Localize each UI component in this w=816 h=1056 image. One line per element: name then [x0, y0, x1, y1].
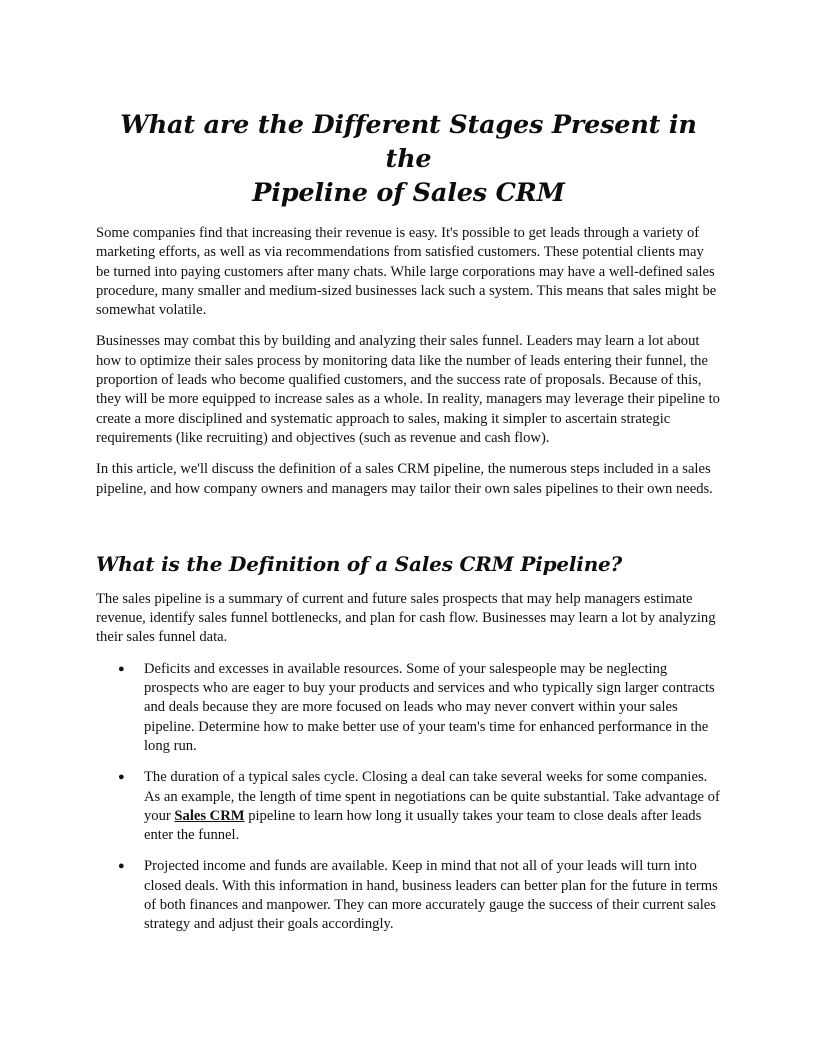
- bullet-list: [96, 660, 721, 935]
- intro-paragraph-3: In this article, we'll discuss the definition of a sales CRM pipeline, the numerous steps included in a sales pipeline, and how company owners and managers may tailor their own sales pipelines to their own needs.: [96, 461, 713, 497]
- list-item: [96, 660, 721, 756]
- definition-paragraph: The sales pipeline is a summary of current and future sales prospects that may help managers estimate revenue, identify sales funnel bottlenecks, and plan for cash flow. Businesses may learn a lot by analyzing their sales funnel data.: [96, 590, 716, 646]
- list-item-text-before-link: The duration of a typical sales cycle. Closing a deal can take several weeks for some companies. As an example, the length of time spent in negotiations can be quite substantial. Take advantage of your: [144, 769, 720, 824]
- intro-paragraph-2: Businesses may combat this by building and analyzing their sales funnel. Leaders may learn a lot about how to optimize their sales process by monitoring data like the number of leads entering their funnel, the proportion of leads who become qualified customers, and the success rate of proposals. Because of this, they will be more equipped to increase sales as a whole. In reality, managers may leverage their pipeline to create a more disciplined and systematic approach to sales, making it simpler to ascertain strategic requirements (like recruiting) and objectives (such as revenue and cash flow).: [96, 333, 720, 446]
- sales-crm-link[interactable]: Sales CRM: [174, 807, 245, 824]
- page-title-line-2: Pipeline of Sales CRM: [252, 178, 565, 208]
- bullet-icon: ●: [118, 860, 125, 873]
- bullet-icon: ●: [118, 662, 125, 675]
- intro-paragraph-1: Some companies find that increasing their revenue is easy. It's possible to get leads through a variety of marketing efforts, as well as via recommendations from satisfied customers. These potential clients may be turned into paying customers after many chats. While large corporations may have a well-defined sales procedure, many smaller and medium-sized businesses lack such a system. This means that sales might be somewhat volatile.: [96, 225, 717, 319]
- list-item-text-after-link: pipeline to learn how long it usually takes your team to close deals after leads enter the funnel.: [144, 807, 702, 844]
- page-title-line-1: What are the Different Stages Present in the: [120, 110, 697, 174]
- list-item-text: Deficits and excesses in available resources. Some of your salespeople may be neglecting prospects who are eager to buy your products and services and who typically sign larger contracts and deals because they are more focused on leads who may never convert within your sales pipeline. Determine how to make better use of your team's time for enhanced performance in the long run.: [144, 660, 715, 754]
- list-item-text: Projected income and funds are available. Keep in mind that not all of your leads will turn into closed deals. With this information in hand, business leaders can better plan for the future in terms of both finances and manpower. They can more accurately gauge the success of their current sales strategy and adjust their goals accordingly.: [144, 858, 718, 933]
- document-page: [96, 108, 721, 947]
- section-heading-definition: What is the Definition of a Sales CRM Pipeline?: [96, 551, 623, 576]
- list-item: [96, 768, 721, 845]
- list-item: [96, 857, 721, 934]
- page-title: [96, 108, 721, 210]
- bullet-icon: ●: [118, 771, 125, 784]
